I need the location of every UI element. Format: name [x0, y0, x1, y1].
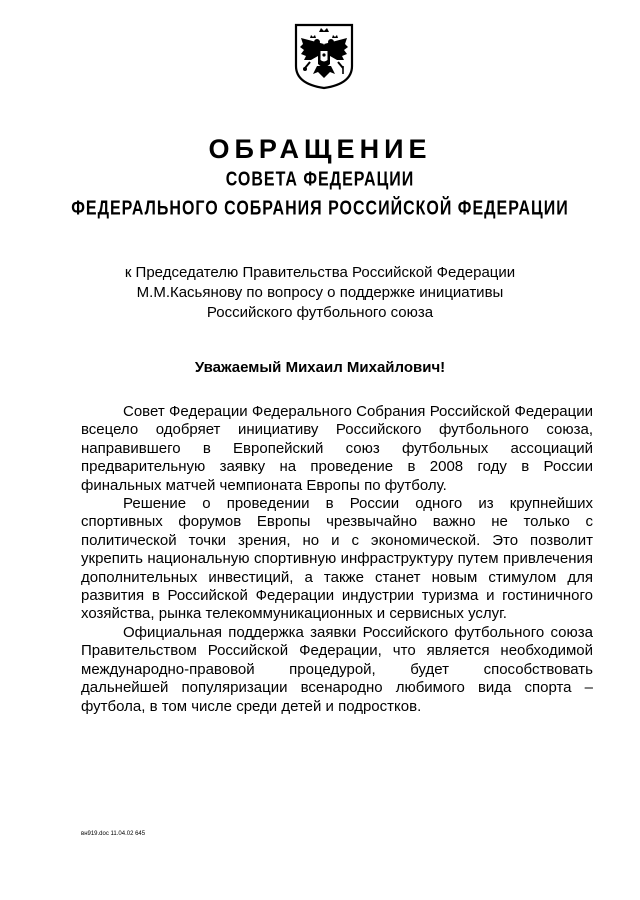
issuer-line-1: СОВЕТА ФЕДЕРАЦИИ: [225, 169, 415, 191]
body-text: [81, 403, 593, 716]
addressee-block: [0, 263, 640, 323]
salutation: Уважаемый Михаил Михайлович!: [194, 359, 446, 376]
body-paragraph: Решение о проведении в России одного из крупнейших спортивных форумов Европы чрезвычайно важно не только с политической точки зрения, но и с экономической. Это позволит укрепить национальную спортивную инфраструктуру путем привлечения дополнительных инвестиций, а также станет новым стимулом для развития в Российской Федерации индустрии туризма и гостиничного хозяйства, рынка телекоммуникационных и сервисных услуг.: [81, 495, 593, 623]
body-paragraph: Официальная поддержка заявки Российского футбольного союза Правительством Российской Федерации, что является необходимой международно-правовой процедурой, будет способствовать дальнейшей популяризации всенародно любимого вида спорта – футбола, в том числе среди детей и подростков.: [81, 623, 593, 715]
issuer-line-2: ФЕДЕРАЛЬНОГО СОБРАНИЯ РОССИЙСКОЙ ФЕДЕРАЦИИ: [71, 198, 569, 220]
addressee-line: Российского футбольного союза: [206, 304, 434, 321]
footer-file-code: вн919.doc 11.04.02 645: [81, 831, 146, 837]
addressee-line: М.М.Касьянову по вопросу о поддержке инициативы: [136, 284, 504, 301]
document-title: ОБРАЩЕНИЕ: [208, 134, 432, 164]
addressee-line: к Председателю Правительства Российской Федерации: [124, 264, 516, 281]
coat-of-arms-icon: [293, 22, 355, 90]
body-paragraph: Совет Федерации Федерального Собрания Российской Федерации всецело одобряет инициативу Российского футбольного союза, направившего в Европейский союз футбольных ассоциаций предварительную заявку на проведение в 2008 году в России финальных матчей чемпионата Европы по футболу.: [81, 403, 593, 494]
